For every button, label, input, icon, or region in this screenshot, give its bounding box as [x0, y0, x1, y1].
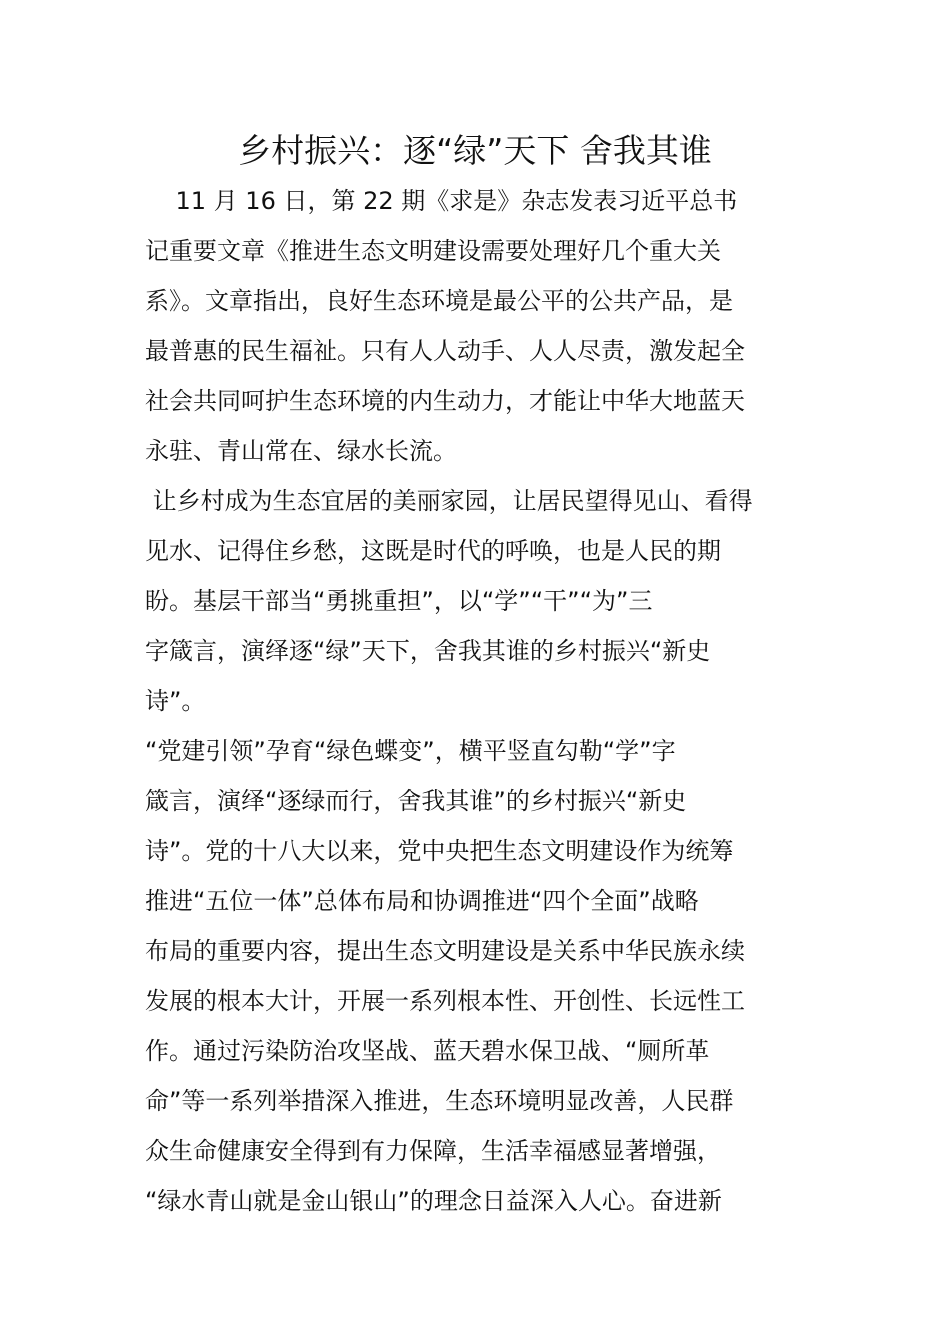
paragraph-3-line-1: “党建引领”孕育“绿色蝶变”，横平竖直勾勒“学”字 — [145, 737, 676, 765]
paragraph-3-line-4: 推进“五位一体”总体布局和协调推进“四个全面”战略 — [145, 887, 699, 915]
paragraph-3-line-8: 命”等一系列举措深入推进，生态环境明显改善，人民群 — [145, 1087, 734, 1115]
paragraph-3-line-6: 发展的根本大计，开展一系列根本性、开创性、长远性工 — [145, 987, 745, 1015]
paragraph-1-line-2: 记重要文章《推进生态文明建设需要处理好几个重大关 — [145, 237, 721, 265]
paragraph-2-line-2: 见水、记得住乡愁，这既是时代的呼唤，也是人民的期 — [145, 537, 721, 565]
paragraph-3-line-5: 布局的重要内容，提出生态文明建设是关系中华民族永续 — [145, 937, 745, 965]
paragraph-3-line-7: 作。通过污染防治攻坚战、蓝天碧水保卫战、“厕所革 — [145, 1037, 710, 1065]
paragraph-3-line-2: 箴言，演绎“逐绿而行，舍我其谁”的乡村振兴“新史 — [145, 787, 687, 815]
paragraph-2-line-5: 诗”。 — [145, 687, 206, 715]
paragraph-2-line-3: 盼。基层干部当“勇挑重担”，以“学”“干”“为”三 — [145, 587, 653, 615]
paragraph-1-line-6: 永驻、青山常在、绿水长流。 — [145, 437, 457, 465]
paragraph-2-line-4: 字箴言，演绎逐“绿”天下，舍我其谁的乡村振兴“新史 — [145, 637, 711, 665]
paragraph-3-line-9: 众生命健康安全得到有力保障，生活幸福感显著增强， — [145, 1137, 721, 1165]
paragraph-1-line-3: 系》。文章指出，良好生态环境是最公平的公共产品，是 — [145, 287, 733, 315]
paragraph-1-line-5: 社会共同呵护生态环境的内生动力，才能让中华大地蓝天 — [145, 387, 745, 415]
paragraph-3-line-10: “绿水青山就是金山银山”的理念日益深入人心。奋进新 — [145, 1187, 722, 1215]
paragraph-1-line-1: 11 月 16 日，第 22 期《求是》杂志发表习近平总书 — [145, 187, 738, 215]
paragraph-2-line-1: 让乡村成为生态宜居的美丽家园，让居民望得见山、看得 — [145, 487, 753, 515]
paragraph-3-line-3: 诗”。党的十八大以来，党中央把生态文明建设作为统筹 — [145, 837, 734, 865]
paragraph-1-line-4: 最普惠的民生福祉。只有人人动手、人人尽责，激发起全 — [145, 337, 745, 365]
document-title: 乡村振兴：逐“绿”天下 舍我其谁 — [238, 131, 712, 170]
